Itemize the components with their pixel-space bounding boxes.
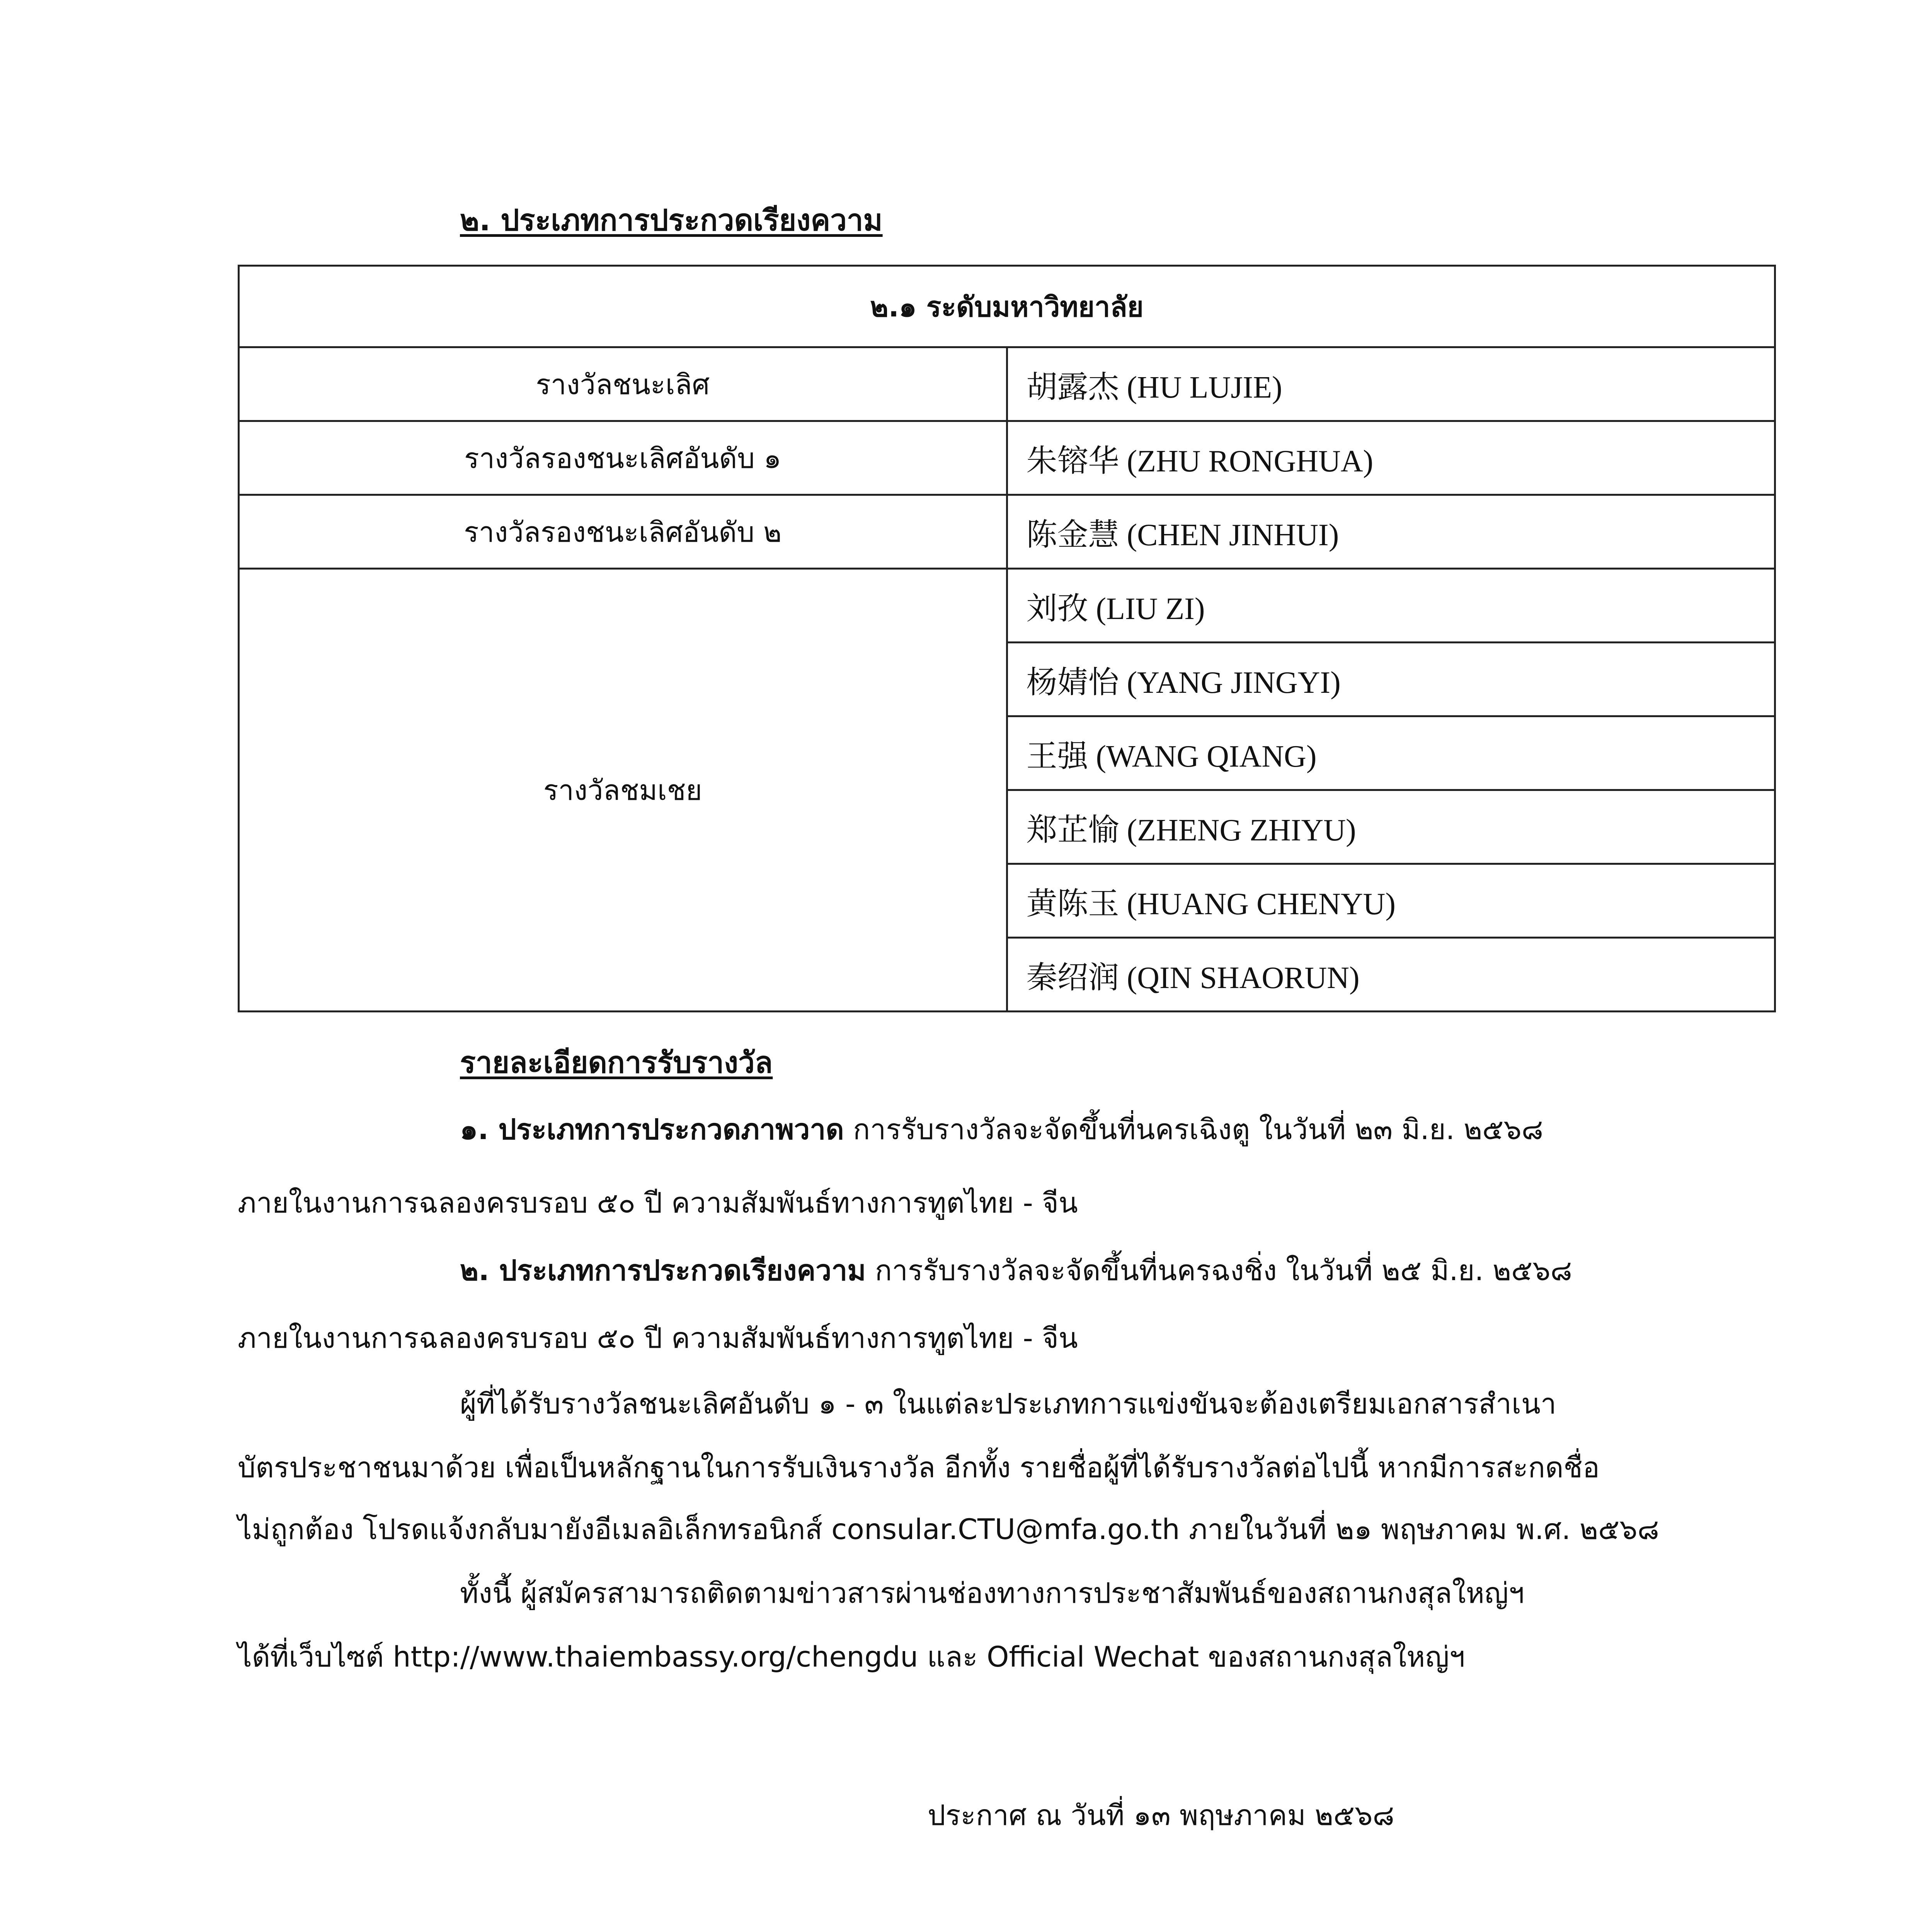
announcement-date: ประกาศ ณ วันที่ ๑๓ พฤษภาคม ๒๕๖๘ [928,1799,1394,1832]
section-title: ๒. ประเภทการประกวดเรียงความ [460,203,883,237]
award-label: รางวัลชนะเลิศ [239,347,1007,421]
paragraph-2-heading: ๒. ประเภทการประกวดเรียงความ [460,1254,866,1287]
honorable-name: 郑芷愉 (ZHENG ZHIYU) [1007,790,1775,864]
paragraph-3-line-2: บัตรประชาชนมาด้วย เพื่อเป็นหลักฐานในการรับเงินรางวัล อีกทั้ง รายชื่อผู้ที่ได้รับรางวัลต่อไปนี้ หากมีการสะกดชื่อ [238,1451,1600,1484]
honorable-name: 王强 (WANG QIANG) [1007,716,1775,790]
table-row [239,347,1775,421]
paragraph-1-line-2: ภายในงานการฉลองครบรอบ ๕๐ ปี ความสัมพันธ์ทางการทูตไทย - จีน [238,1187,1078,1219]
honorable-mention-label: รางวัลชมเชย [239,569,1007,1012]
winner-name: 胡露杰 (HU LUJIE) [1007,347,1775,421]
honorable-name: 秦绍润 (QIN SHAORUN) [1007,938,1775,1012]
winner-name: 朱镕华 (ZHU RONGHUA) [1007,421,1775,495]
table-header-row [239,266,1775,347]
paragraph-1-text: การรับรางวัลจะจัดขึ้นที่นครเฉิงตู ในวันที่ ๒๓ มิ.ย. ๒๕๖๘ [844,1113,1544,1146]
paragraph-1-heading: ๑. ประเภทการประกวดภาพวาด [460,1113,844,1146]
details-title: รายละเอียดการรับรางวัล [460,1045,773,1080]
paragraph-1-line-1 [460,1113,1543,1147]
table-header: ๒.๑ ระดับมหาวิทยาลัย [239,266,1775,347]
award-label: รางวัลรองชนะเลิศอันดับ ๑ [239,421,1007,495]
paragraph-2-text: การรับรางวัลจะจัดขึ้นที่นครฉงชิ่ง ในวันที่ ๒๕ มิ.ย. ๒๕๖๘ [866,1254,1572,1287]
winner-name: 陈金慧 (CHEN JINHUI) [1007,495,1775,569]
paragraph-3-line-3: ไม่ถูกต้อง โปรดแจ้งกลับมายังอีเมลอิเล็กทรอนิกส์ consular.CTU@mfa.go.th ภายในวันที่ ๒๑ พฤษภาคม พ.ศ. ๒๕๖๘ [238,1513,1659,1546]
paragraph-4-line-1: ทั้งนี้ ผู้สมัครสามารถติดตามข่าวสารผ่านช่องทางการประชาสัมพันธ์ของสถานกงสุลใหญ่ฯ [460,1577,1524,1610]
table-row [239,569,1775,643]
paragraph-2-line-1 [460,1254,1572,1288]
honorable-name: 杨婧怡 (YANG JINGYI) [1007,643,1775,716]
signature-image [974,1913,1476,1932]
paragraph-4-line-2: ได้ที่เว็บไซต์ http://www.thaiembassy.org/chengdu และ Official Wechat ของสถานกงสุลใหญ่ฯ [238,1641,1465,1673]
award-label: รางวัลรองชนะเลิศอันดับ ๒ [239,495,1007,569]
table-row [239,495,1775,569]
paragraph-3-line-1: ผู้ที่ได้รับรางวัลชนะเลิศอันดับ ๑ - ๓ ในแต่ละประเภทการแข่งขันจะต้องเตรียมเอกสารสำเนา [460,1388,1556,1420]
honorable-name: 黄陈玉 (HUANG CHENYU) [1007,864,1775,938]
table-row [239,421,1775,495]
honorable-name: 刘孜 (LIU ZI) [1007,569,1775,643]
awards-table [238,265,1776,1012]
paragraph-2-line-2: ภายในงานการฉลองครบรอบ ๕๐ ปี ความสัมพันธ์ทางการทูตไทย - จีน [238,1322,1078,1355]
